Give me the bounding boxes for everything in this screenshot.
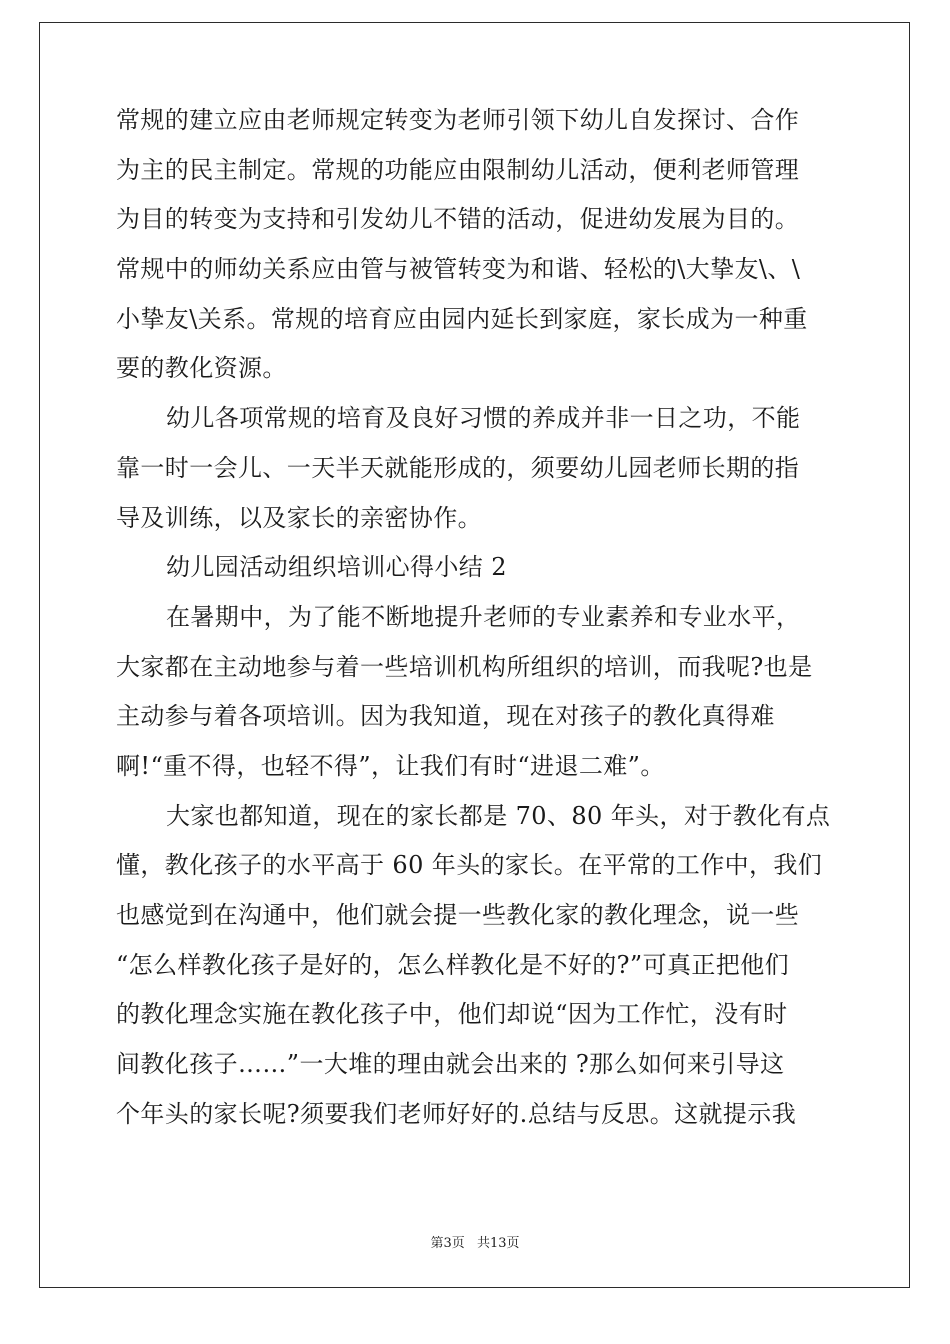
text-line: 个年头的家长呢?须要我们老师好好的.总结与反思。这就提示我 [116,1099,797,1128]
paragraph [116,394,832,543]
text-line: 大家也都知道，现在的家长都是 70、80 年头，对于教化有点 [166,801,831,830]
document-body [116,96,832,1139]
text-line: 啊!“重不得，也轻不得”，让我们有时“进退二难”。 [116,751,665,780]
paragraph [116,543,832,593]
text-line: 间教化孩子……”一大堆的理由就会出来的 ?那么如何来引导这 [116,1050,785,1079]
page-number-current: 第3页 [430,1236,465,1251]
paragraph [116,792,832,1140]
text-line: 为目的转变为支持和引发幼儿不错的活动，促进幼发展为目的。 [116,205,800,234]
text-line: 幼儿园活动组织培训心得小结 2 [166,553,507,582]
text-line: 也感觉到在沟通中，他们就会提一些教化家的教化理念，说一些 [116,901,800,929]
text-line: 懂，教化孩子的水平高于 60 年头的家长。在平常的工作中，我们 [116,851,823,880]
text-line: 常规的建立应由老师规定转变为老师引领下幼儿自发探讨、合作 [116,106,800,134]
text-line: 大家都在主动地参与着一些培训机构所组织的培训，而我呢?也是 [116,652,813,681]
text-line: 主动参与着各项培训。因为我知道，现在对孩子的教化真得难 [116,702,775,731]
text-line: 靠一时一会儿、一天半天就能形成的，须要幼儿园老师长期的指 [116,453,800,482]
text-line: 小挚友\关系。常规的培育应由园内延长到家庭，家长成为一种重 [116,304,808,333]
paragraph [116,96,832,394]
text-line: 的教化理念实施在教化孩子中，他们却说“因为工作忙，没有时 [116,1000,788,1029]
text-line: 导及训练，以及家长的亲密协作。 [116,503,482,532]
text-line: 常规中的师幼关系应由管与被管转变为和谐、轻松的\大挚友\、\ [116,255,801,284]
text-line: 要的教化资源。 [116,354,287,383]
text-line: 为主的民主制定。常规的功能应由限制幼儿活动，便利老师管理 [116,155,800,184]
paragraph [116,593,832,792]
page-footer [0,1232,950,1251]
page-number-total: 共13页 [476,1236,520,1251]
text-line: “怎么样教化孩子是好的，怎么样教化是不好的?”可真正把他们 [116,950,790,979]
text-line: 在暑期中，为了能不断地提升老师的专业素养和专业水平， [166,602,801,631]
text-line: 幼儿各项常规的培育及良好习惯的养成并非一日之功，不能 [166,404,801,433]
